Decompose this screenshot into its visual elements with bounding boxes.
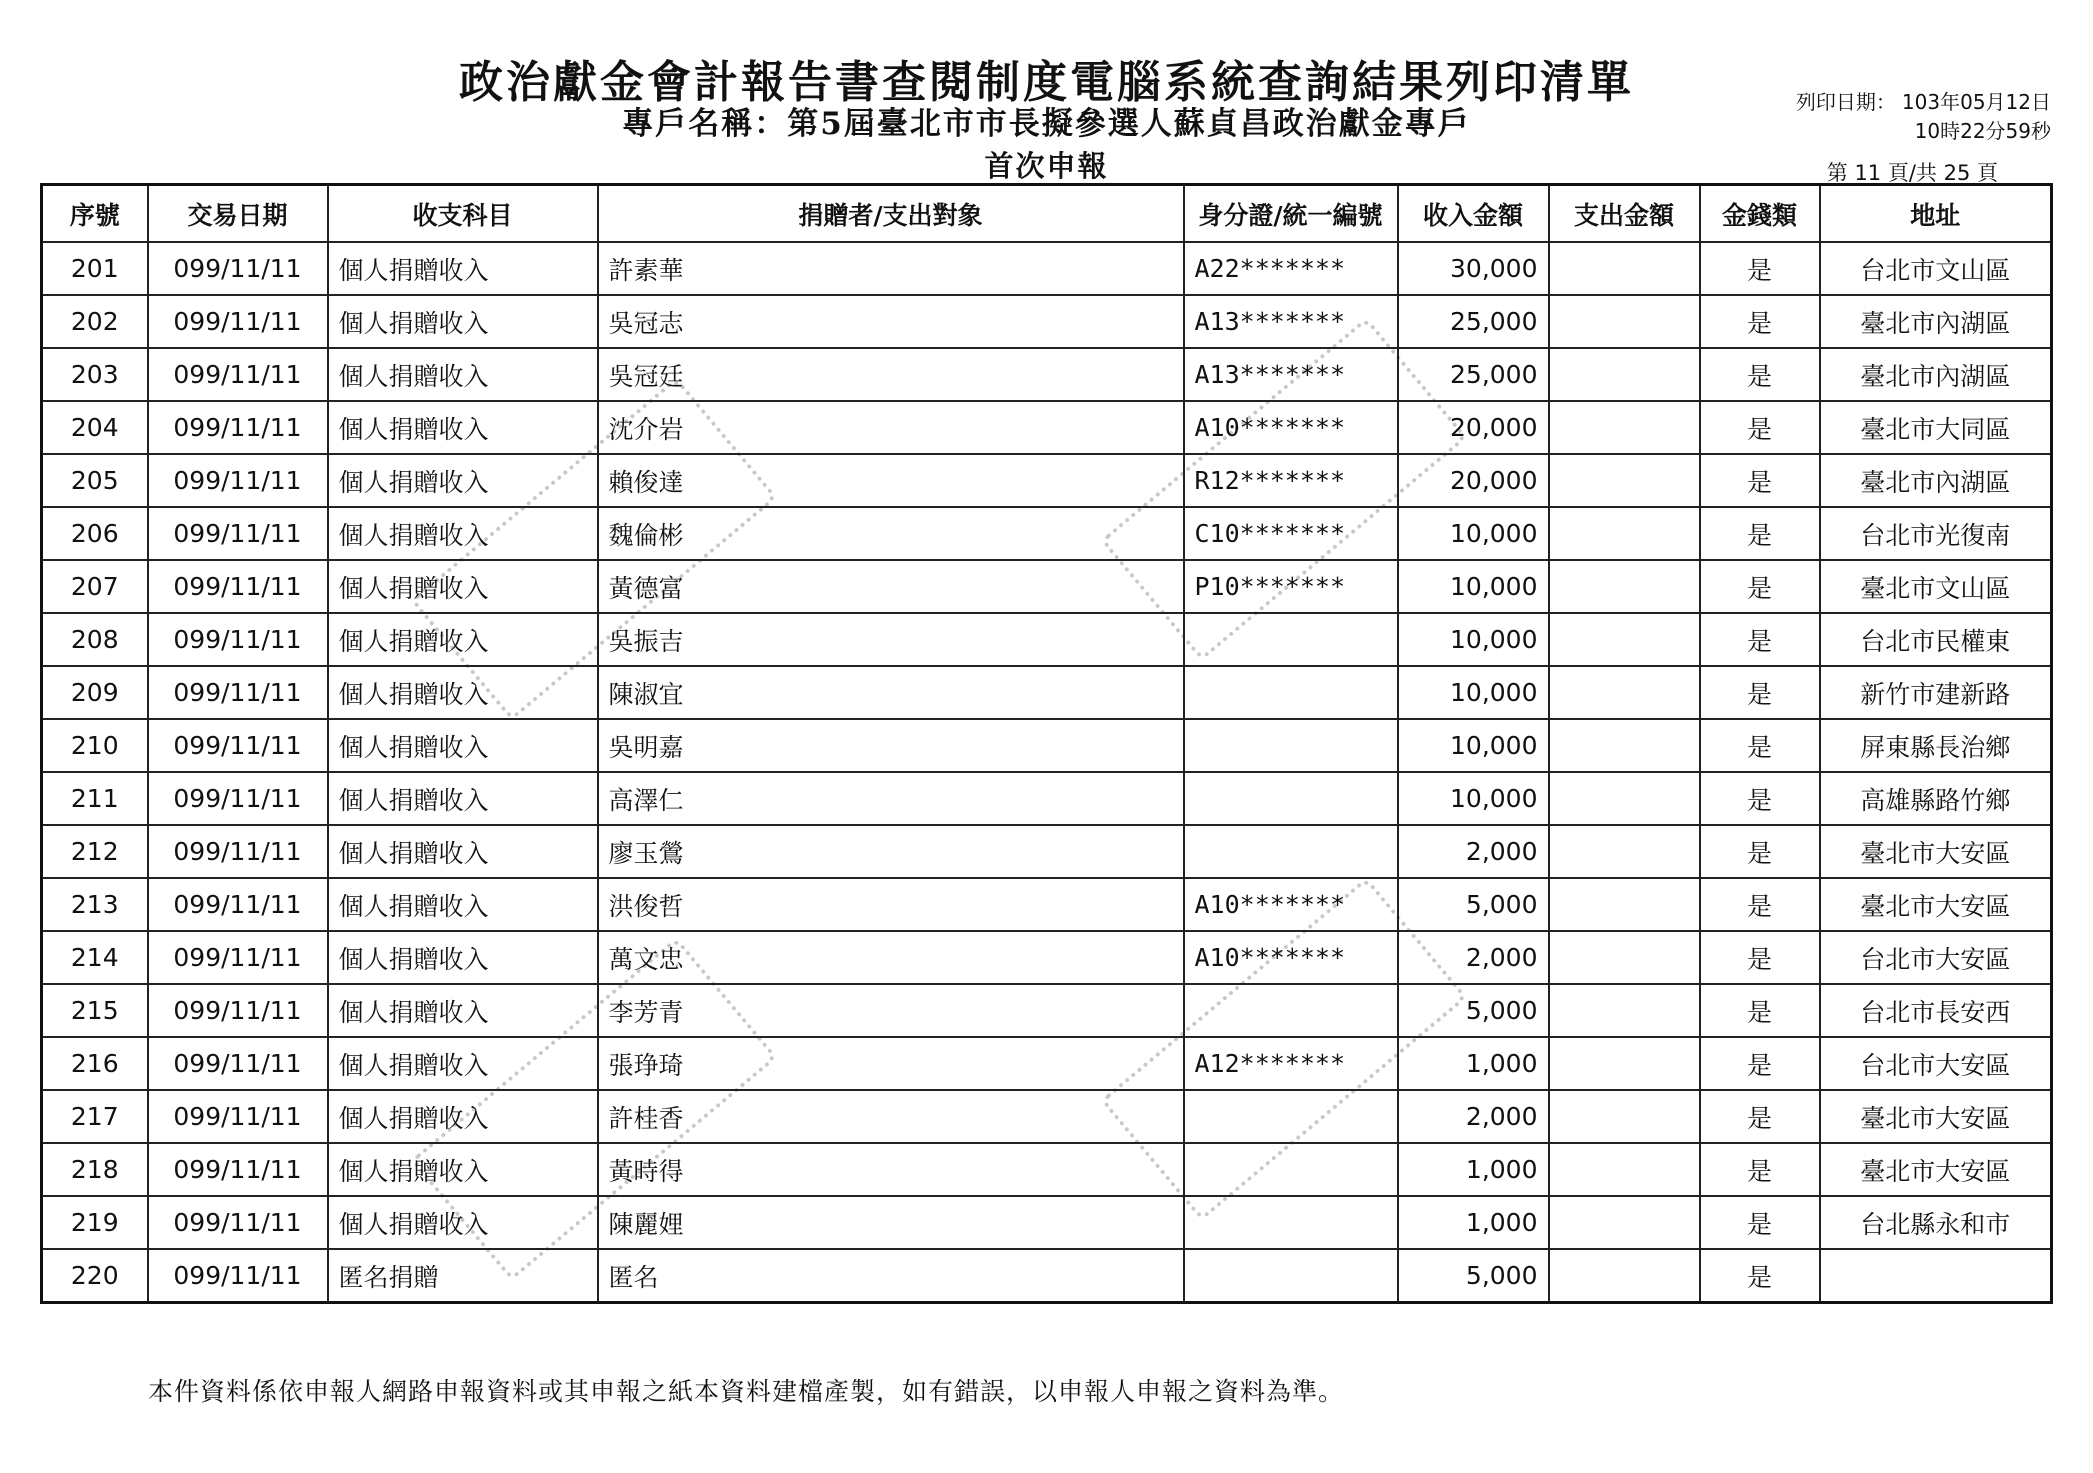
ledger-body — [42, 242, 2052, 1303]
cell-expense — [1549, 1196, 1700, 1249]
cell-expense — [1549, 931, 1700, 984]
cell-item: 個人捐贈收入 — [328, 507, 598, 560]
cell-seq: 220 — [42, 1249, 148, 1303]
cell-expense — [1549, 984, 1700, 1037]
cell-name: 魏倫彬 — [598, 507, 1184, 560]
cell-income: 2,000 — [1398, 825, 1549, 878]
cell-income: 5,000 — [1398, 984, 1549, 1037]
cell-name: 陳淑宜 — [598, 666, 1184, 719]
table-row — [42, 984, 2052, 1037]
cell-expense — [1549, 1090, 1700, 1143]
table-row — [42, 1143, 2052, 1196]
cell-money-type: 是 — [1700, 454, 1820, 507]
table-row — [42, 931, 2052, 984]
cell-income: 10,000 — [1398, 666, 1549, 719]
cell-date: 099/11/11 — [148, 931, 328, 984]
cell-item: 個人捐贈收入 — [328, 295, 598, 348]
cell-name: 吳明嘉 — [598, 719, 1184, 772]
table-row — [42, 719, 2052, 772]
cell-date: 099/11/11 — [148, 1143, 328, 1196]
cell-item: 個人捐贈收入 — [328, 719, 598, 772]
cell-income: 20,000 — [1398, 454, 1549, 507]
cell-expense — [1549, 1037, 1700, 1090]
cell-date: 099/11/11 — [148, 1196, 328, 1249]
cell-date: 099/11/11 — [148, 984, 328, 1037]
col-header-item: 收支科目 — [328, 185, 598, 243]
cell-id: A13******* — [1184, 295, 1398, 348]
cell-id — [1184, 719, 1398, 772]
cell-date: 099/11/11 — [148, 1249, 328, 1303]
cell-date: 099/11/11 — [148, 825, 328, 878]
table-row — [42, 1090, 2052, 1143]
cell-date: 099/11/11 — [148, 1037, 328, 1090]
cell-name: 萬文忠 — [598, 931, 1184, 984]
cell-name: 許桂香 — [598, 1090, 1184, 1143]
cell-expense — [1549, 878, 1700, 931]
cell-income: 25,000 — [1398, 295, 1549, 348]
cell-expense — [1549, 242, 1700, 295]
cell-seq: 209 — [42, 666, 148, 719]
cell-expense — [1549, 1249, 1700, 1303]
report-type: 首次申報 — [984, 149, 1109, 183]
cell-date: 099/11/11 — [148, 401, 328, 454]
cell-address: 台北市文山區 — [1820, 242, 2052, 295]
cell-id: A10******* — [1184, 931, 1398, 984]
table-row — [42, 1196, 2052, 1249]
cell-seq: 218 — [42, 1143, 148, 1196]
cell-name: 沈介岩 — [598, 401, 1184, 454]
cell-seq: 207 — [42, 560, 148, 613]
cell-seq: 201 — [42, 242, 148, 295]
cell-item: 個人捐贈收入 — [328, 878, 598, 931]
cell-address: 台北市大安區 — [1820, 1037, 2052, 1090]
cell-money-type: 是 — [1700, 507, 1820, 560]
col-header-id: 身分證/統一編號 — [1184, 185, 1398, 243]
cell-date: 099/11/11 — [148, 560, 328, 613]
cell-date: 099/11/11 — [148, 454, 328, 507]
cell-money-type: 是 — [1700, 1143, 1820, 1196]
table-row — [42, 507, 2052, 560]
cell-date: 099/11/11 — [148, 507, 328, 560]
col-header-income: 收入金額 — [1398, 185, 1549, 243]
cell-item: 個人捐贈收入 — [328, 560, 598, 613]
col-header-name: 捐贈者/支出對象 — [598, 185, 1184, 243]
cell-seq: 216 — [42, 1037, 148, 1090]
cell-seq: 217 — [42, 1090, 148, 1143]
cell-id — [1184, 825, 1398, 878]
table-row — [42, 401, 2052, 454]
cell-item: 個人捐贈收入 — [328, 984, 598, 1037]
cell-name: 匿名 — [598, 1249, 1184, 1303]
cell-money-type: 是 — [1700, 560, 1820, 613]
cell-name: 張琤琦 — [598, 1037, 1184, 1090]
cell-income: 1,000 — [1398, 1037, 1549, 1090]
cell-item: 匿名捐贈 — [328, 1249, 598, 1303]
cell-seq: 206 — [42, 507, 148, 560]
cell-id — [1184, 984, 1398, 1037]
cell-name: 吳冠廷 — [598, 348, 1184, 401]
table-row — [42, 878, 2052, 931]
cell-id — [1184, 613, 1398, 666]
cell-expense — [1549, 401, 1700, 454]
cell-id — [1184, 1249, 1398, 1303]
cell-item: 個人捐贈收入 — [328, 666, 598, 719]
cell-item: 個人捐贈收入 — [328, 1143, 598, 1196]
cell-id: P10******* — [1184, 560, 1398, 613]
cell-seq: 213 — [42, 878, 148, 931]
cell-id: A12******* — [1184, 1037, 1398, 1090]
cell-money-type: 是 — [1700, 613, 1820, 666]
cell-name: 陳麗娌 — [598, 1196, 1184, 1249]
footnote: 本件資料係依申報人網路申報資料或其申報之紙本資料建檔產製，如有錯誤，以申報人申報之資料為準。 — [148, 1377, 1345, 1406]
cell-expense — [1549, 825, 1700, 878]
print-date-label: 列印日期： — [1795, 90, 1896, 114]
cell-income: 5,000 — [1398, 878, 1549, 931]
col-header-seq: 序號 — [42, 185, 148, 243]
cell-expense — [1549, 1143, 1700, 1196]
cell-seq: 212 — [42, 825, 148, 878]
cell-income: 2,000 — [1398, 931, 1549, 984]
cell-expense — [1549, 348, 1700, 401]
cell-id: C10******* — [1184, 507, 1398, 560]
table-row — [42, 348, 2052, 401]
table-row — [42, 666, 2052, 719]
cell-money-type: 是 — [1700, 1037, 1820, 1090]
cell-id — [1184, 772, 1398, 825]
cell-date: 099/11/11 — [148, 1090, 328, 1143]
cell-money-type: 是 — [1700, 1249, 1820, 1303]
cell-address: 臺北市大安區 — [1820, 878, 2052, 931]
cell-date: 099/11/11 — [148, 666, 328, 719]
table-row — [42, 560, 2052, 613]
cell-money-type: 是 — [1700, 348, 1820, 401]
cell-id: A10******* — [1184, 878, 1398, 931]
cell-money-type: 是 — [1700, 825, 1820, 878]
cell-income: 30,000 — [1398, 242, 1549, 295]
table-row — [42, 825, 2052, 878]
cell-item: 個人捐贈收入 — [328, 1037, 598, 1090]
cell-item: 個人捐贈收入 — [328, 454, 598, 507]
cell-expense — [1549, 719, 1700, 772]
cell-seq: 211 — [42, 772, 148, 825]
cell-item: 個人捐贈收入 — [328, 348, 598, 401]
cell-expense — [1549, 666, 1700, 719]
cell-name: 吳振吉 — [598, 613, 1184, 666]
cell-income: 25,000 — [1398, 348, 1549, 401]
cell-id — [1184, 1143, 1398, 1196]
ledger-table — [40, 183, 2053, 1304]
table-row — [42, 295, 2052, 348]
cell-expense — [1549, 507, 1700, 560]
cell-id: A10******* — [1184, 401, 1398, 454]
cell-address: 臺北市內湖區 — [1820, 295, 2052, 348]
cell-seq: 202 — [42, 295, 148, 348]
cell-id: R12******* — [1184, 454, 1398, 507]
cell-address: 台北市民權東 — [1820, 613, 2052, 666]
cell-money-type: 是 — [1700, 242, 1820, 295]
cell-item: 個人捐贈收入 — [328, 1196, 598, 1249]
col-header-expense: 支出金額 — [1549, 185, 1700, 243]
table-row — [42, 242, 2052, 295]
cell-date: 099/11/11 — [148, 613, 328, 666]
cell-seq: 219 — [42, 1196, 148, 1249]
cell-date: 099/11/11 — [148, 242, 328, 295]
cell-income: 2,000 — [1398, 1090, 1549, 1143]
cell-income: 10,000 — [1398, 507, 1549, 560]
cell-address: 高雄縣路竹鄉 — [1820, 772, 2052, 825]
cell-id — [1184, 1090, 1398, 1143]
cell-item: 個人捐贈收入 — [328, 401, 598, 454]
cell-date: 099/11/11 — [148, 348, 328, 401]
cell-name: 廖玉鶯 — [598, 825, 1184, 878]
cell-address: 臺北市大安區 — [1820, 1143, 2052, 1196]
cell-money-type: 是 — [1700, 931, 1820, 984]
cell-item: 個人捐贈收入 — [328, 242, 598, 295]
table-row — [42, 1037, 2052, 1090]
cell-address: 臺北市大同區 — [1820, 401, 2052, 454]
print-date-value: 103年05月12日 — [1901, 90, 2051, 114]
cell-income: 1,000 — [1398, 1196, 1549, 1249]
cell-expense — [1549, 613, 1700, 666]
col-header-money: 金錢類 — [1700, 185, 1820, 243]
cell-name: 吳冠志 — [598, 295, 1184, 348]
cell-item: 個人捐贈收入 — [328, 772, 598, 825]
cell-address: 台北市光復南 — [1820, 507, 2052, 560]
cell-address: 臺北市內湖區 — [1820, 348, 2052, 401]
cell-item: 個人捐贈收入 — [328, 931, 598, 984]
cell-income: 10,000 — [1398, 613, 1549, 666]
cell-id: A13******* — [1184, 348, 1398, 401]
table-row — [42, 772, 2052, 825]
cell-money-type: 是 — [1700, 1090, 1820, 1143]
cell-name: 洪俊哲 — [598, 878, 1184, 931]
cell-seq: 210 — [42, 719, 148, 772]
cell-name: 高澤仁 — [598, 772, 1184, 825]
cell-address: 臺北市大安區 — [1820, 1090, 2052, 1143]
cell-address: 台北市大安區 — [1820, 931, 2052, 984]
cell-address: 臺北市文山區 — [1820, 560, 2052, 613]
cell-seq: 208 — [42, 613, 148, 666]
cell-date: 099/11/11 — [148, 772, 328, 825]
cell-name: 李芳青 — [598, 984, 1184, 1037]
col-header-date: 交易日期 — [148, 185, 328, 243]
cell-id — [1184, 1196, 1398, 1249]
cell-seq: 214 — [42, 931, 148, 984]
table-header-row — [42, 185, 2052, 243]
cell-income: 10,000 — [1398, 719, 1549, 772]
cell-income: 5,000 — [1398, 1249, 1549, 1303]
cell-money-type: 是 — [1700, 666, 1820, 719]
print-date-block — [1796, 88, 2051, 146]
cell-seq: 204 — [42, 401, 148, 454]
cell-seq: 205 — [42, 454, 148, 507]
cell-date: 099/11/11 — [148, 295, 328, 348]
cell-name: 黃德富 — [598, 560, 1184, 613]
cell-address: 台北市長安西 — [1820, 984, 2052, 1037]
cell-money-type: 是 — [1700, 984, 1820, 1037]
cell-address: 台北縣永和市 — [1820, 1196, 2052, 1249]
cell-income: 20,000 — [1398, 401, 1549, 454]
cell-item: 個人捐贈收入 — [328, 1090, 598, 1143]
cell-expense — [1549, 454, 1700, 507]
cell-address: 臺北市大安區 — [1820, 825, 2052, 878]
cell-seq: 203 — [42, 348, 148, 401]
page-info: 第 11 頁/共 25 頁 — [1826, 161, 1998, 185]
cell-address: 屏東縣長治鄉 — [1820, 719, 2052, 772]
cell-money-type: 是 — [1700, 401, 1820, 454]
cell-name: 許素華 — [598, 242, 1184, 295]
cell-address: 臺北市內湖區 — [1820, 454, 2052, 507]
cell-date: 099/11/11 — [148, 719, 328, 772]
cell-id: A22******* — [1184, 242, 1398, 295]
account-name: 專戶名稱：第5屆臺北市市長擬參選人蘇貞昌政治獻金專戶 — [622, 106, 1471, 142]
cell-item: 個人捐贈收入 — [328, 825, 598, 878]
cell-seq: 215 — [42, 984, 148, 1037]
col-header-address: 地址 — [1820, 185, 2052, 243]
table-row — [42, 454, 2052, 507]
cell-item: 個人捐贈收入 — [328, 613, 598, 666]
cell-money-type: 是 — [1700, 1196, 1820, 1249]
cell-money-type: 是 — [1700, 719, 1820, 772]
cell-money-type: 是 — [1700, 878, 1820, 931]
cell-income: 10,000 — [1398, 772, 1549, 825]
page-title: 政治獻金會計報告書查閱制度電腦系統查詢結果列印清單 — [459, 57, 1634, 108]
cell-address: 新竹市建新路 — [1820, 666, 2052, 719]
print-time-value: 10時22分59秒 — [1914, 119, 2051, 143]
cell-income: 1,000 — [1398, 1143, 1549, 1196]
cell-address — [1820, 1249, 2052, 1303]
cell-money-type: 是 — [1700, 772, 1820, 825]
cell-id — [1184, 666, 1398, 719]
cell-expense — [1549, 560, 1700, 613]
cell-name: 賴俊達 — [598, 454, 1184, 507]
cell-income: 10,000 — [1398, 560, 1549, 613]
cell-expense — [1549, 772, 1700, 825]
cell-expense — [1549, 295, 1700, 348]
table-row — [42, 613, 2052, 666]
cell-money-type: 是 — [1700, 295, 1820, 348]
table-row — [42, 1249, 2052, 1303]
cell-name: 黃時得 — [598, 1143, 1184, 1196]
cell-date: 099/11/11 — [148, 878, 328, 931]
